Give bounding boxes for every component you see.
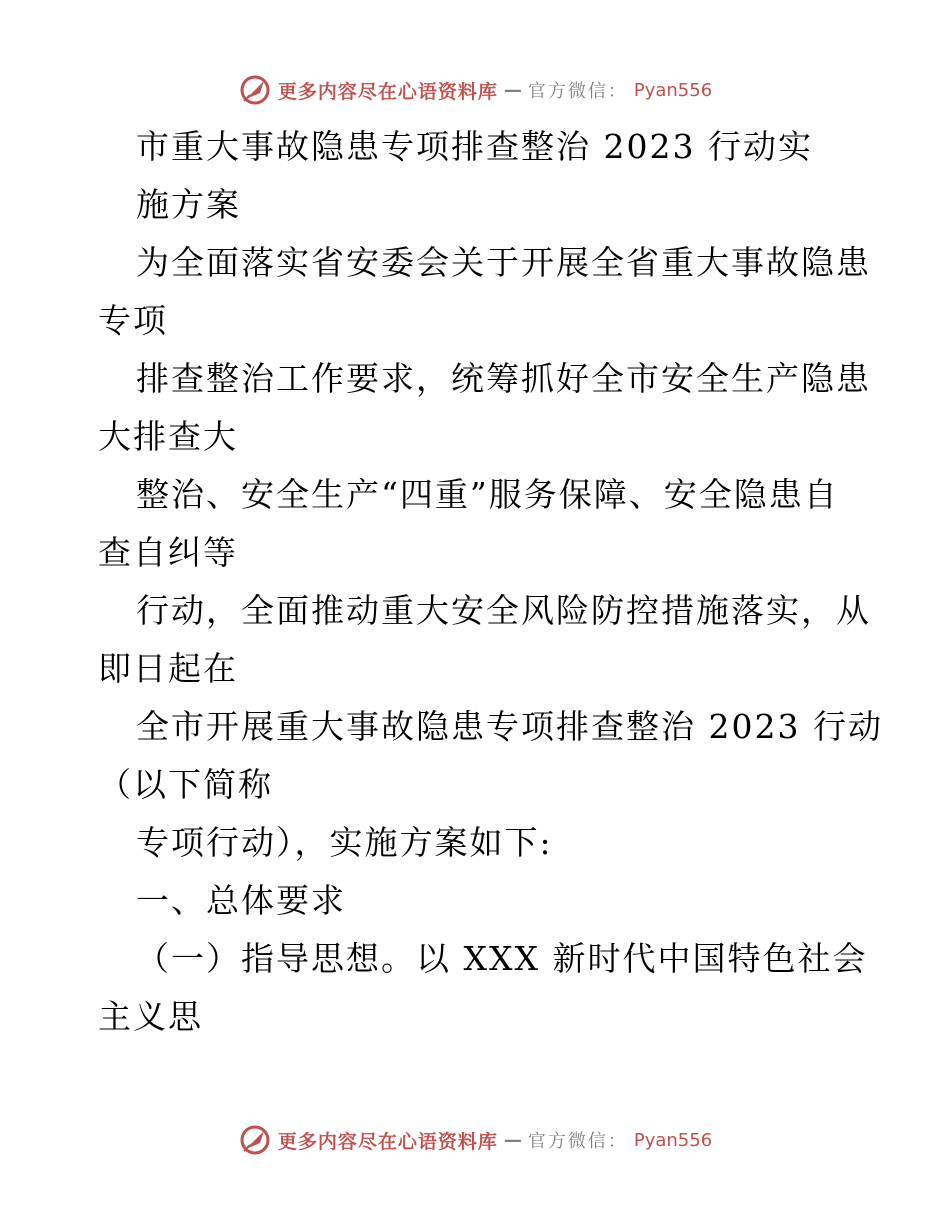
text-line: 市重大事故隐患专项排查整治 2023 行动实 bbox=[136, 127, 813, 166]
text-line: 整治、安全生产“四重”服务保障、安全隐患自 bbox=[136, 475, 839, 514]
header-watermark-banner bbox=[0, 70, 950, 110]
watermark-wechat-id: Pyan556 bbox=[633, 79, 713, 101]
text-line: 专项 bbox=[98, 301, 168, 340]
feather-pen-circle-icon bbox=[238, 1123, 272, 1157]
text-line: 专项行动），实施方案如下: bbox=[136, 823, 553, 862]
text-line: 施方案 bbox=[136, 185, 241, 224]
text-line: 主义思 bbox=[98, 997, 203, 1036]
text-line: 大排查大 bbox=[98, 417, 238, 456]
watermark-dash: — bbox=[503, 79, 522, 101]
footer-watermark-banner bbox=[0, 1120, 950, 1160]
text-line: （一）指导思想。以 XXX 新时代中国特色社会 bbox=[136, 939, 868, 978]
text-line: 查自纠等 bbox=[98, 533, 238, 572]
text-line: 全市开展重大事故隐患专项排查整治 2023 行动 bbox=[136, 707, 883, 746]
watermark-brand-text: 更多内容尽在心语资料库 bbox=[277, 80, 498, 103]
text-line: 一、总体要求 bbox=[136, 881, 346, 920]
watermark-brand-text: 更多内容尽在心语资料库 bbox=[277, 1130, 498, 1153]
watermark-wechat-label: 官方微信： bbox=[527, 1131, 628, 1152]
text-line: 为全面落实省安委会关于开展全省重大事故隐患 bbox=[136, 243, 871, 282]
watermark-wechat-label: 官方微信： bbox=[527, 81, 628, 102]
text-line: 排查整治工作要求，统筹抓好全市安全生产隐患 bbox=[136, 359, 871, 398]
text-line: （以下简称 bbox=[98, 765, 273, 804]
text-line: 行动，全面推动重大安全风险防控措施落实，从 bbox=[136, 591, 871, 630]
watermark-dash: — bbox=[503, 1129, 522, 1151]
document-body bbox=[98, 118, 883, 1046]
text-line: 即日起在 bbox=[98, 649, 238, 688]
feather-pen-circle-icon bbox=[238, 73, 272, 107]
watermark-wechat-id: Pyan556 bbox=[633, 1129, 713, 1151]
